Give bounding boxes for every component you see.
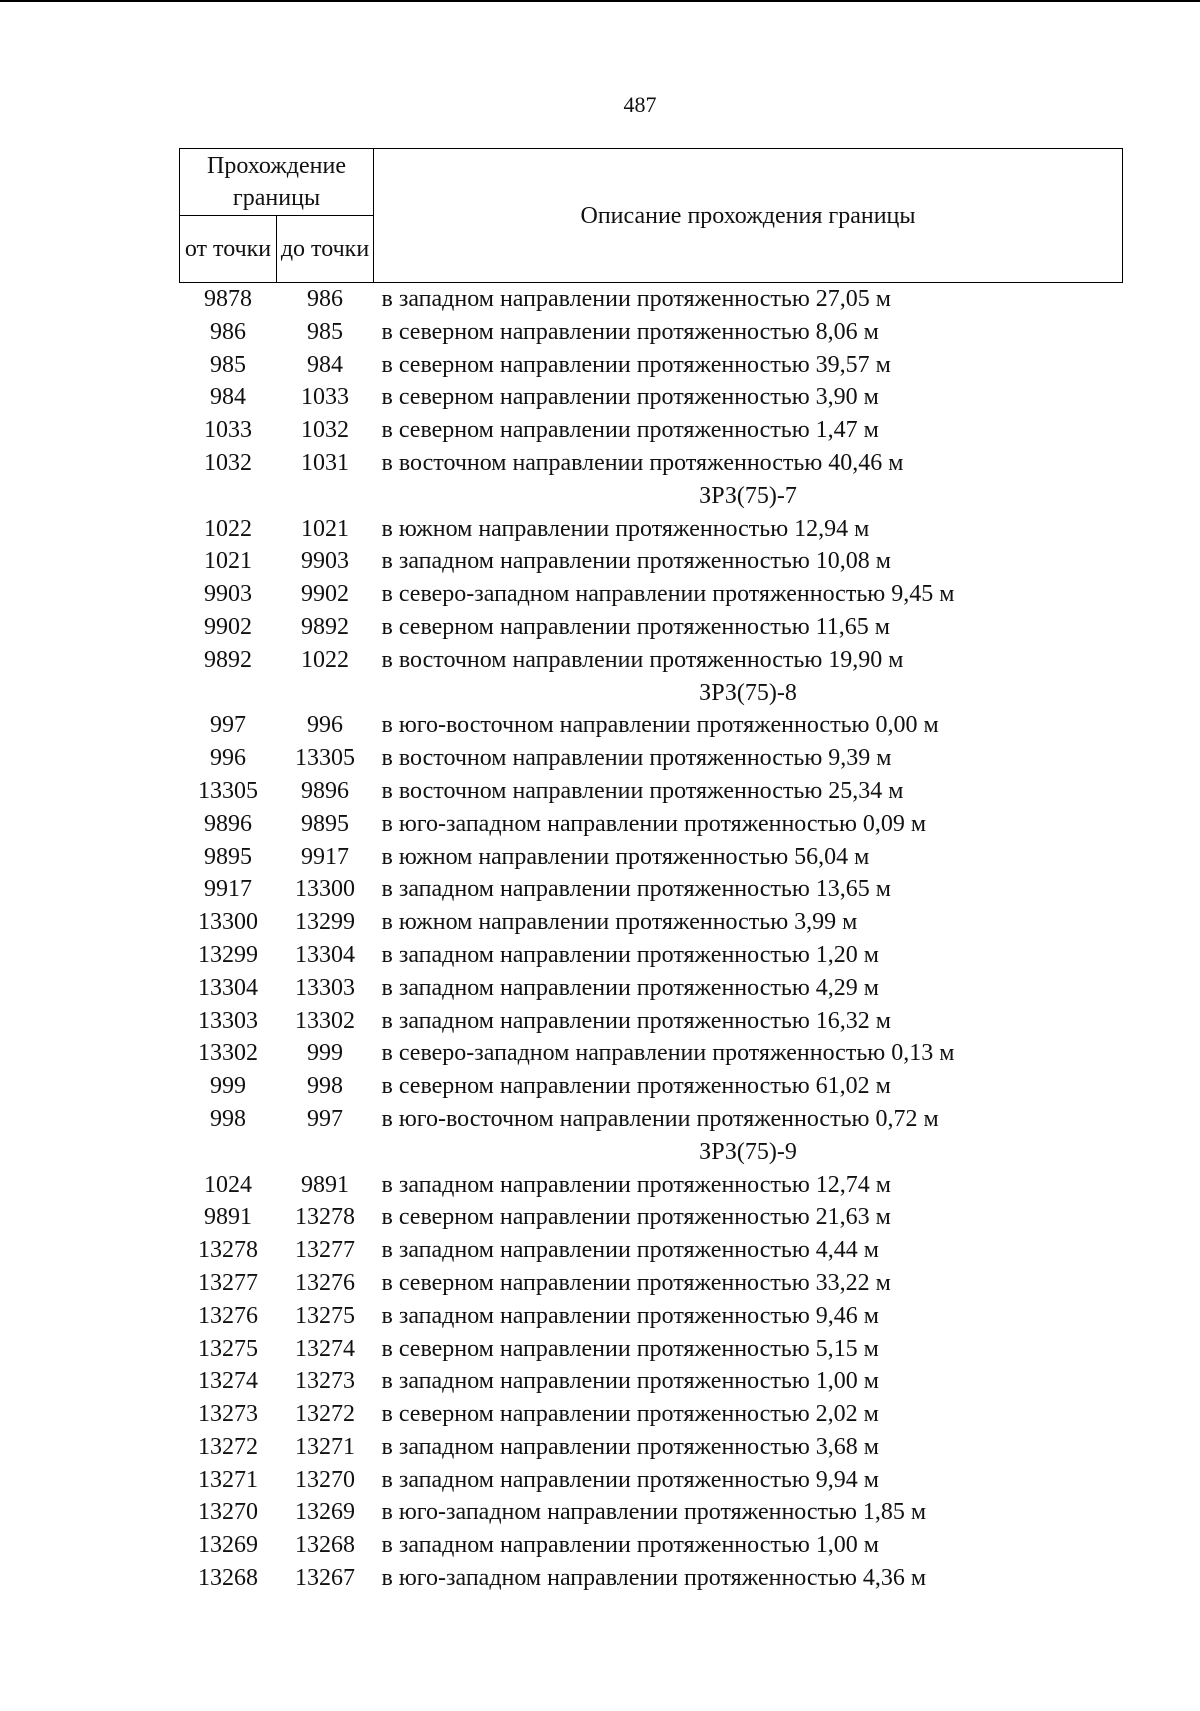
to-point-cell: 13277 bbox=[295, 1237, 355, 1264]
table-row bbox=[180, 644, 1123, 677]
to-point-cell: 9891 bbox=[301, 1171, 349, 1198]
from-point-cell: 999 bbox=[210, 1073, 246, 1100]
from-point-cell: 9891 bbox=[204, 1204, 252, 1231]
table-row bbox=[180, 447, 1123, 480]
from-point-cell: 9896 bbox=[204, 810, 252, 837]
to-point-cell: 13268 bbox=[295, 1532, 355, 1559]
description-cell: в западном направлении протяженностью 4,44 м bbox=[381, 1237, 879, 1264]
from-point-cell: 13273 bbox=[198, 1401, 258, 1428]
table-row bbox=[180, 742, 1123, 775]
table-row bbox=[180, 1103, 1123, 1136]
from-point-cell: 1032 bbox=[204, 449, 252, 476]
description-cell: в восточном направлении протяженностью 9,39 м bbox=[381, 745, 892, 772]
description-cell: в юго-восточном направлении протяженностью 0,00 м bbox=[381, 712, 939, 739]
from-point-cell: 13275 bbox=[198, 1335, 258, 1362]
page-number: 487 bbox=[623, 92, 657, 117]
table-row bbox=[180, 349, 1123, 382]
description-cell: в западном направлении протяженностью 1,20 м bbox=[381, 941, 879, 968]
from-point-cell: 998 bbox=[210, 1105, 246, 1132]
to-point-cell: 985 bbox=[307, 318, 343, 345]
to-point-cell: 1031 bbox=[301, 449, 349, 476]
description-cell: в северном направлении протяженностью 21,63 м bbox=[381, 1204, 891, 1231]
to-point-cell: 999 bbox=[307, 1040, 343, 1067]
table-row bbox=[180, 283, 1123, 316]
to-point-cell: 1022 bbox=[301, 646, 349, 673]
table-row bbox=[180, 1300, 1123, 1333]
empty-cell bbox=[180, 677, 277, 710]
description-cell: в восточном направлении протяженностью 40,46 м bbox=[381, 449, 904, 476]
from-point-cell: 13274 bbox=[198, 1368, 258, 1395]
description-cell: в южном направлении протяженностью 56,04 м bbox=[381, 843, 870, 870]
description-cell: в западном направлении протяженностью 9,46 м bbox=[381, 1302, 879, 1329]
description-cell: в северном направлении протяженностью 2,02 м bbox=[381, 1401, 879, 1428]
table-row bbox=[180, 316, 1123, 349]
table-row bbox=[180, 841, 1123, 874]
section-heading-row bbox=[180, 677, 1123, 710]
from-point-cell: 13299 bbox=[198, 941, 258, 968]
table-row bbox=[180, 1037, 1123, 1070]
to-point-cell: 13273 bbox=[295, 1368, 355, 1395]
table-row bbox=[180, 1070, 1123, 1103]
from-point-cell: 9917 bbox=[204, 876, 252, 903]
table-row bbox=[180, 1169, 1123, 1202]
to-point-cell: 13304 bbox=[295, 941, 355, 968]
to-point-cell: 13305 bbox=[295, 745, 355, 772]
from-point-cell: 984 bbox=[210, 384, 246, 411]
description-cell: в южном направлении протяженностью 12,94 м bbox=[381, 515, 870, 542]
table-row bbox=[180, 1496, 1123, 1529]
table-row bbox=[180, 1201, 1123, 1234]
description-cell: в северном направлении протяженностью 33,22 м bbox=[381, 1269, 891, 1296]
header-to-point: до точки bbox=[277, 216, 374, 283]
description-cell: в восточном направлении протяженностью 19,90 м bbox=[381, 646, 904, 673]
to-point-cell: 996 bbox=[307, 712, 343, 739]
section-heading: ЗРЗ(75)-8 bbox=[699, 679, 797, 706]
table-row bbox=[180, 1529, 1123, 1562]
to-point-cell: 997 bbox=[307, 1105, 343, 1132]
from-point-cell: 1021 bbox=[204, 548, 252, 575]
from-point-cell: 9902 bbox=[204, 613, 252, 640]
from-point-cell: 13270 bbox=[198, 1499, 258, 1526]
from-point-cell: 985 bbox=[210, 351, 246, 378]
to-point-cell: 13269 bbox=[295, 1499, 355, 1526]
from-point-cell: 13302 bbox=[198, 1040, 258, 1067]
table-row bbox=[180, 1365, 1123, 1398]
table-row bbox=[180, 414, 1123, 447]
to-point-cell: 13302 bbox=[295, 1007, 355, 1034]
to-point-cell: 9896 bbox=[301, 777, 349, 804]
table-row bbox=[180, 611, 1123, 644]
empty-cell bbox=[277, 1136, 374, 1169]
table-row bbox=[180, 906, 1123, 939]
from-point-cell: 13268 bbox=[198, 1565, 258, 1592]
to-point-cell: 998 bbox=[307, 1073, 343, 1100]
description-cell: в северном направлении протяженностью 61,02 м bbox=[381, 1073, 891, 1100]
table-row bbox=[180, 545, 1123, 578]
to-point-cell: 13300 bbox=[295, 876, 355, 903]
description-cell: в западном направлении протяженностью 12,74 м bbox=[381, 1171, 891, 1198]
description-cell: в западном направлении протяженностью 9,94 м bbox=[381, 1466, 879, 1493]
description-cell: в южном направлении протяженностью 3,99 м bbox=[381, 909, 858, 936]
description-cell: в западном направлении протяженностью 4,29 м bbox=[381, 974, 879, 1001]
table-header bbox=[180, 149, 1123, 283]
description-cell: в северном направлении протяженностью 11,65 м bbox=[381, 613, 890, 640]
description-cell: в северо-западном направлении протяженностью 9,45 м bbox=[381, 581, 955, 608]
from-point-cell: 13276 bbox=[198, 1302, 258, 1329]
table-row bbox=[180, 775, 1123, 808]
table-row bbox=[180, 1234, 1123, 1267]
to-point-cell: 9895 bbox=[301, 810, 349, 837]
to-point-cell: 13278 bbox=[295, 1204, 355, 1231]
header-boundary-passage: Прохождение границы bbox=[180, 149, 374, 216]
from-point-cell: 13278 bbox=[198, 1237, 258, 1264]
table-body bbox=[180, 283, 1123, 1595]
from-point-cell: 13305 bbox=[198, 777, 258, 804]
to-point-cell: 9892 bbox=[301, 613, 349, 640]
description-cell: в восточном направлении протяженностью 25,34 м bbox=[381, 777, 904, 804]
description-cell: в юго-восточном направлении протяженностью 0,72 м bbox=[381, 1105, 939, 1132]
from-point-cell: 9878 bbox=[204, 286, 252, 312]
to-point-cell: 986 bbox=[307, 286, 343, 312]
table-row bbox=[180, 1333, 1123, 1366]
from-point-cell: 9892 bbox=[204, 646, 252, 673]
to-point-cell: 13274 bbox=[295, 1335, 355, 1362]
to-point-cell: 1033 bbox=[301, 384, 349, 411]
table-row bbox=[180, 709, 1123, 742]
empty-cell bbox=[180, 480, 277, 513]
to-point-cell: 13267 bbox=[295, 1565, 355, 1592]
section-heading-row bbox=[180, 480, 1123, 513]
description-cell: в северном направлении протяженностью 8,06 м bbox=[381, 318, 879, 345]
from-point-cell: 13304 bbox=[198, 974, 258, 1001]
table-row bbox=[180, 1005, 1123, 1038]
table-row bbox=[180, 1398, 1123, 1431]
table-row bbox=[180, 808, 1123, 841]
table-row bbox=[180, 939, 1123, 972]
to-point-cell: 13275 bbox=[295, 1302, 355, 1329]
to-point-cell: 13299 bbox=[295, 909, 355, 936]
from-point-cell: 1022 bbox=[204, 515, 252, 542]
to-point-cell: 13276 bbox=[295, 1269, 355, 1296]
description-cell: в западном направлении протяженностью 3,68 м bbox=[381, 1433, 879, 1460]
from-point-cell: 996 bbox=[210, 745, 246, 772]
from-point-cell: 1024 bbox=[204, 1171, 252, 1198]
description-cell: в юго-западном направлении протяженностью 0,09 м bbox=[381, 810, 927, 837]
table-row bbox=[180, 1562, 1123, 1595]
table-row bbox=[180, 873, 1123, 906]
description-cell: в северном направлении протяженностью 39,57 м bbox=[381, 351, 891, 378]
from-point-cell: 986 bbox=[210, 318, 246, 345]
from-point-cell: 9903 bbox=[204, 581, 252, 608]
section-heading-row bbox=[180, 1136, 1123, 1169]
from-point-cell: 13269 bbox=[198, 1532, 258, 1559]
description-cell: в западном направлении протяженностью 16,32 м bbox=[381, 1007, 891, 1034]
table-row bbox=[180, 1464, 1123, 1497]
from-point-cell: 1033 bbox=[204, 417, 252, 444]
to-point-cell: 9917 bbox=[301, 843, 349, 870]
description-cell: в северном направлении протяженностью 5,15 м bbox=[381, 1335, 879, 1362]
empty-cell bbox=[277, 480, 374, 513]
description-cell: в западном направлении протяженностью 27,05 м bbox=[381, 286, 891, 312]
header-description: Описание прохождения границы bbox=[374, 149, 1123, 283]
header-from-point: от точки bbox=[180, 216, 277, 283]
to-point-cell: 9903 bbox=[301, 548, 349, 575]
section-heading: ЗРЗ(75)-7 bbox=[699, 482, 797, 509]
description-cell: в северо-западном направлении протяженностью 0,13 м bbox=[381, 1040, 955, 1067]
table-row bbox=[180, 1267, 1123, 1300]
top-border-rule bbox=[0, 0, 1200, 2]
to-point-cell: 13272 bbox=[295, 1401, 355, 1428]
table-row bbox=[180, 381, 1123, 414]
to-point-cell: 13303 bbox=[295, 974, 355, 1001]
boundary-table bbox=[179, 148, 1123, 1595]
description-cell: в северном направлении протяженностью 1,47 м bbox=[381, 417, 879, 444]
to-point-cell: 9902 bbox=[301, 581, 349, 608]
description-cell: в юго-западном направлении протяженностью 1,85 м bbox=[381, 1499, 927, 1526]
from-point-cell: 13272 bbox=[198, 1433, 258, 1460]
description-cell: в западном направлении протяженностью 10,08 м bbox=[381, 548, 891, 575]
from-point-cell: 13277 bbox=[198, 1269, 258, 1296]
table-row bbox=[180, 972, 1123, 1005]
to-point-cell: 1021 bbox=[301, 515, 349, 542]
description-cell: в западном направлении протяженностью 13,65 м bbox=[381, 876, 891, 903]
from-point-cell: 13271 bbox=[198, 1466, 258, 1493]
to-point-cell: 13270 bbox=[295, 1466, 355, 1493]
empty-cell bbox=[277, 677, 374, 710]
empty-cell bbox=[180, 1136, 277, 1169]
from-point-cell: 13303 bbox=[198, 1007, 258, 1034]
description-cell: в северном направлении протяженностью 3,90 м bbox=[381, 384, 879, 411]
table-row bbox=[180, 1431, 1123, 1464]
description-cell: в западном направлении протяженностью 1,00 м bbox=[381, 1532, 879, 1559]
to-point-cell: 984 bbox=[307, 351, 343, 378]
section-heading: ЗРЗ(75)-9 bbox=[699, 1138, 797, 1165]
table-row bbox=[180, 578, 1123, 611]
from-point-cell: 9895 bbox=[204, 843, 252, 870]
from-point-cell: 997 bbox=[210, 712, 246, 739]
from-point-cell: 13300 bbox=[198, 909, 258, 936]
to-point-cell: 13271 bbox=[295, 1433, 355, 1460]
table-row bbox=[180, 513, 1123, 546]
description-cell: в западном направлении протяженностью 1,00 м bbox=[381, 1368, 879, 1395]
boundary-table-container bbox=[179, 148, 1123, 1595]
to-point-cell: 1032 bbox=[301, 417, 349, 444]
description-cell: в юго-западном направлении протяженностью 4,36 м bbox=[381, 1565, 927, 1592]
